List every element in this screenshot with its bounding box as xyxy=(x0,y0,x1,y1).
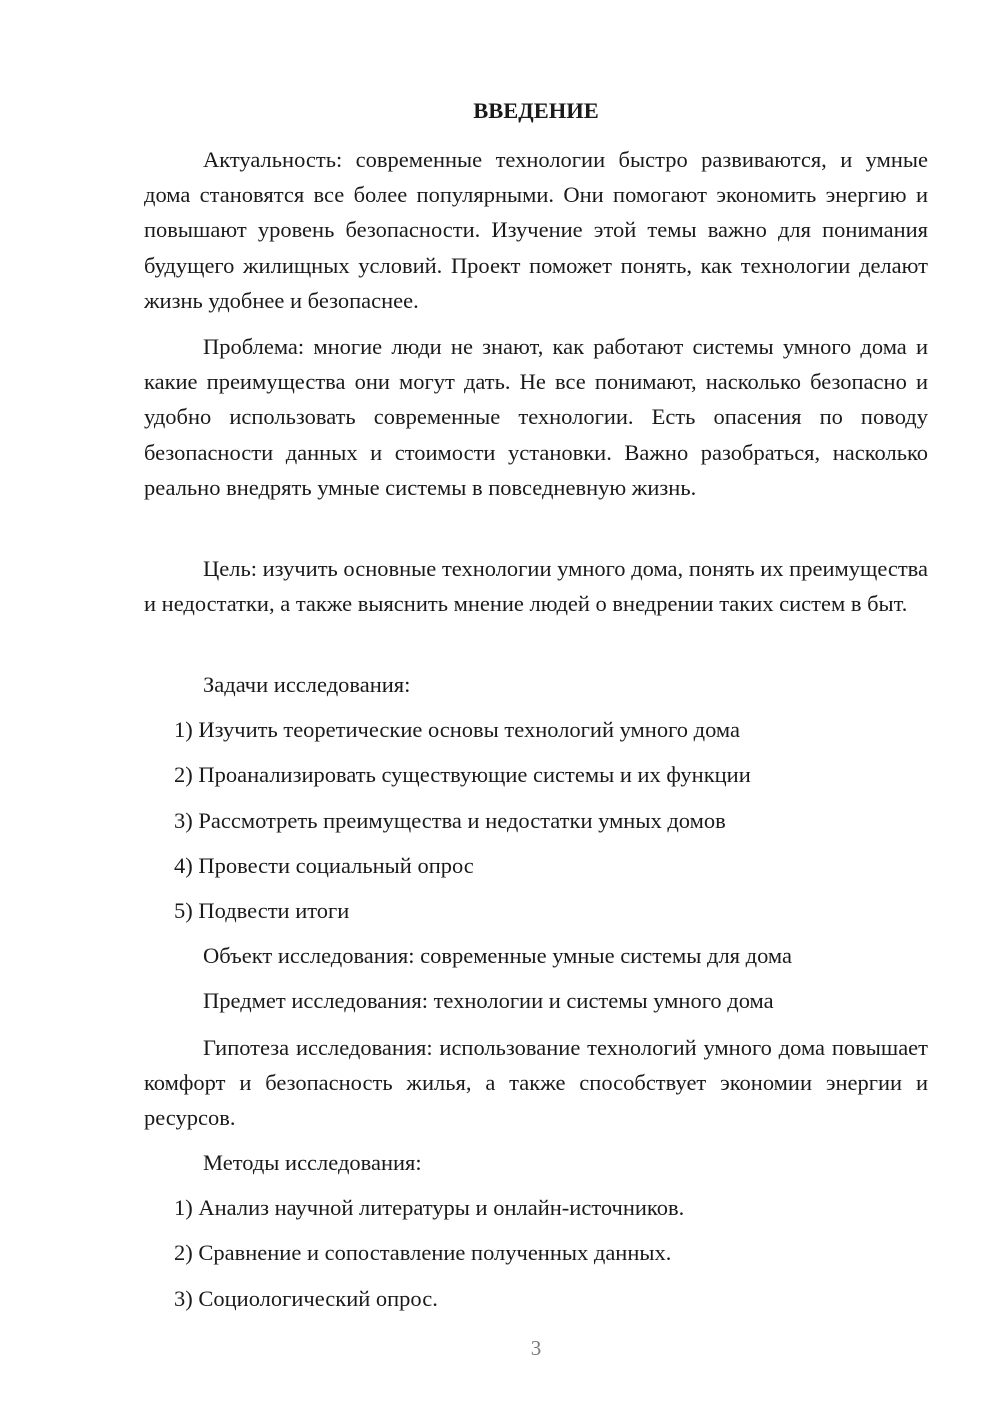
task-item-2: 2) Проанализировать существующие системы и их функции xyxy=(174,762,751,787)
page-number: 3 xyxy=(530,1336,542,1360)
task-item-1: 1) Изучить теоретические основы технологий умного дома xyxy=(174,717,740,742)
research-subject: Предмет исследования: технологии и системы умного дома xyxy=(203,988,774,1013)
methods-heading: Методы исследования: xyxy=(203,1150,422,1175)
task-item-4: 4) Провести социальный опрос xyxy=(174,853,474,878)
paragraph-hypothesis: Гипотеза исследования: использование технологий умного дома повышает комфорт и безопасность жилья, а также способствует экономии энергии и ресурсов. xyxy=(144,1035,928,1131)
method-item-1: 1) Анализ научной литературы и онлайн-источников. xyxy=(174,1195,685,1220)
research-object: Объект исследования: современные умные системы для дома xyxy=(203,943,792,968)
task-item-5: 5) Подвести итоги xyxy=(174,898,350,923)
method-item-3: 3) Социологический опрос. xyxy=(174,1286,438,1311)
task-item-3: 3) Рассмотреть преимущества и недостатки умных домов xyxy=(174,808,726,833)
tasks-heading: Задачи исследования: xyxy=(203,672,411,697)
paragraph-goal: Цель: изучить основные технологии умного дома, понять их преимущества и недостатки, а также выяснить мнение людей о внедрении таких систем в быт. xyxy=(144,556,928,617)
section-title: ВВЕДЕНИЕ xyxy=(473,98,599,123)
method-item-2: 2) Сравнение и сопоставление полученных данных. xyxy=(174,1240,672,1265)
paragraph-relevance: Актуальность: современные технологии быстро развиваются, и умные дома становятся все более популярными. Они помогают экономить энергию и повышают уровень безопасности. Изучение этой темы важно для понимания будущего жилищных условий. Проект поможет понять, как технологии делают жизнь удобнее и безопаснее. xyxy=(144,147,928,313)
paragraph-problem: Проблема: многие люди не знают, как работают системы умного дома и какие преимущества они могут дать. Не все понимают, насколько безопасно и удобно использовать современные технологии. Есть опасения по поводу безопасности данных и стоимости установки. Важно разобраться, насколько реально внедрять умные системы в повседневную жизнь. xyxy=(144,334,928,500)
